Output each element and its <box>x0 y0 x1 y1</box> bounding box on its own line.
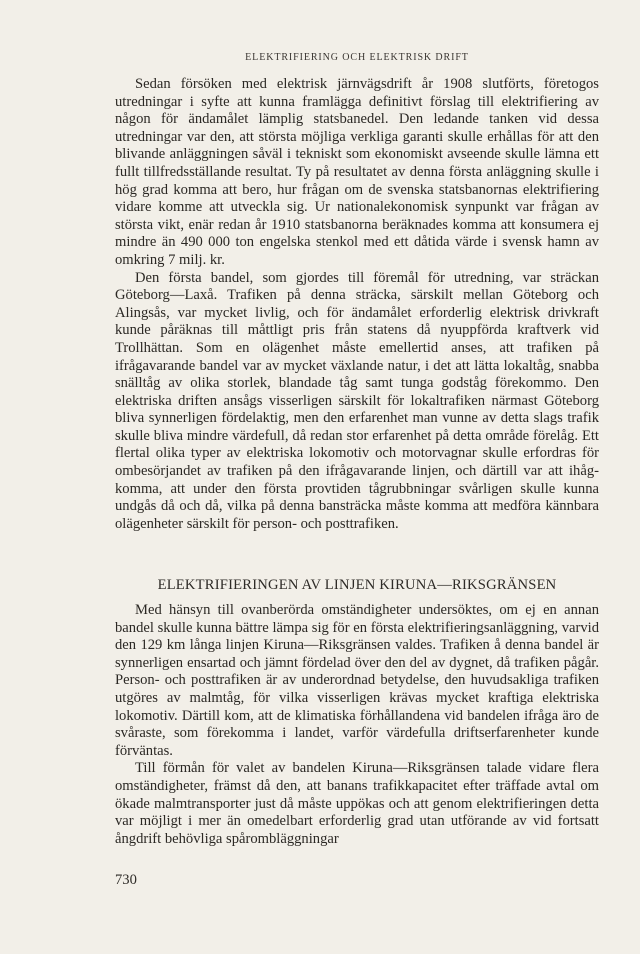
paragraph-2: Den första bandel, som gjordes till föremål för utredning, var sträckan Göteborg—Laxå. Trafiken på denna sträcka, särskilt mellan Göteborg och Alingsås, var mycket livlig, och för ändamålet erforderlig elektrisk drivkraft kunde påräknas till måttligt pris från statens då nyuppförda kraftverk vid Trollhättan. Som en olägenhet måste emellertid anses, att trafiken på ifrågavarande bandel var av mycket växlande natur, i det att lätta lokaltåg, snabba snälltåg av olika storlek, blandade tåg samt tunga godståg förekommo. Den elektriska driften ansågs visserligen särskilt för lokaltrafiken närmast Göteborg bliva synnerligen fördelaktig, men den erfarenhet man vunne av detta slags trafik skulle bliva mindre värdefull, då redan stor erfarenhet på detta område förelåg. Ett flertal olika typer av elektriska lokomotiv och motorvagnar skulle erfordras för ombesörjandet av trafiken på den ifrågavarande linjen, och därtill var att ihågkomma, att under den första provtiden tågrubbningar svårligen skulle kunna undgås då och då, vilka på denna bansträcka måste komma att medföra kännbara olägenheter särskilt för person- och posttrafiken. <box>115 269 599 532</box>
paragraph-4: Till förmån för valet av bandelen Kiruna—Riksgränsen talade vidare flera omständigheter, främst då den, att banans trafikkapacitet efter träffade avtal om ökade malmtransporter just då måste uppökas och att genom elektrifieringen detta var möjligt i mer än omedelbart erforderlig grad utan utförande av vid fortsatt ångdrift behövliga spårombläggningar <box>115 760 599 847</box>
page-number: 730 <box>115 872 137 888</box>
paragraph-3: Med hänsyn till ovanberörda omständigheter undersöktes, om ej en annan bandel skulle kunna bättre lämpa sig för en första elektrifieringsanläggning, varvid den 129 km långa linjen Kiruna—Riksgränsen valdes. Trafiken å denna bandel är synnerligen ensartad och jämnt fördelad över den del av dygnet, då trafiken pågår. Person- och posttrafiken är av underordnad betydelse, den huvudsakliga trafiken utgöres av malmtåg, för vilka visserligen krävas mycket kraftiga elektriska lokomotiv. Därtill kom, att de klimatiska förhållandena vid bandelen ifråga äro de svåraste, som förekomma i landet, varför värdefulla driftserfarenheter kunde förväntas. <box>115 602 599 759</box>
section-heading: ELEKTRIFIERINGEN AV LINJEN KIRUNA—RIKSGRÄNSEN <box>157 577 557 593</box>
body-text-before-heading <box>115 76 599 533</box>
body-text-after-heading <box>115 602 599 848</box>
running-head: ELEKTRIFIERING OCH ELEKTRISK DRIFT <box>245 52 469 63</box>
paragraph-1: Sedan försöken med elektrisk järnvägsdrift år 1908 slutförts, företogos utredningar i syfte att kunna framlägga definitivt förslag till elektrifiering av någon för ändamålet lämplig statsbanedel. Den ledande tanken vid dessa utredningar var den, att största möjliga verkliga garanti skulle erhållas för att den blivande anläggningen såväl i tekniskt som ekonomiskt avseende skulle lämna ett fullt tillfredsställande resultat. Ty på resultatet av denna första anläggning skulle i hög grad komma att bero, hur frågan om de svenska statsbanornas elektrifiering vidare komme att utveckla sig. Ur nationalekonomisk synpunkt var frågan av största vikt, enär redan år 1910 statsbanorna beräknades komma att konsumera ej mindre än 490 000 ton engelska stenkol med ett dåtida värde i svensk hamn av omkring 7 milj. kr. <box>115 76 599 268</box>
